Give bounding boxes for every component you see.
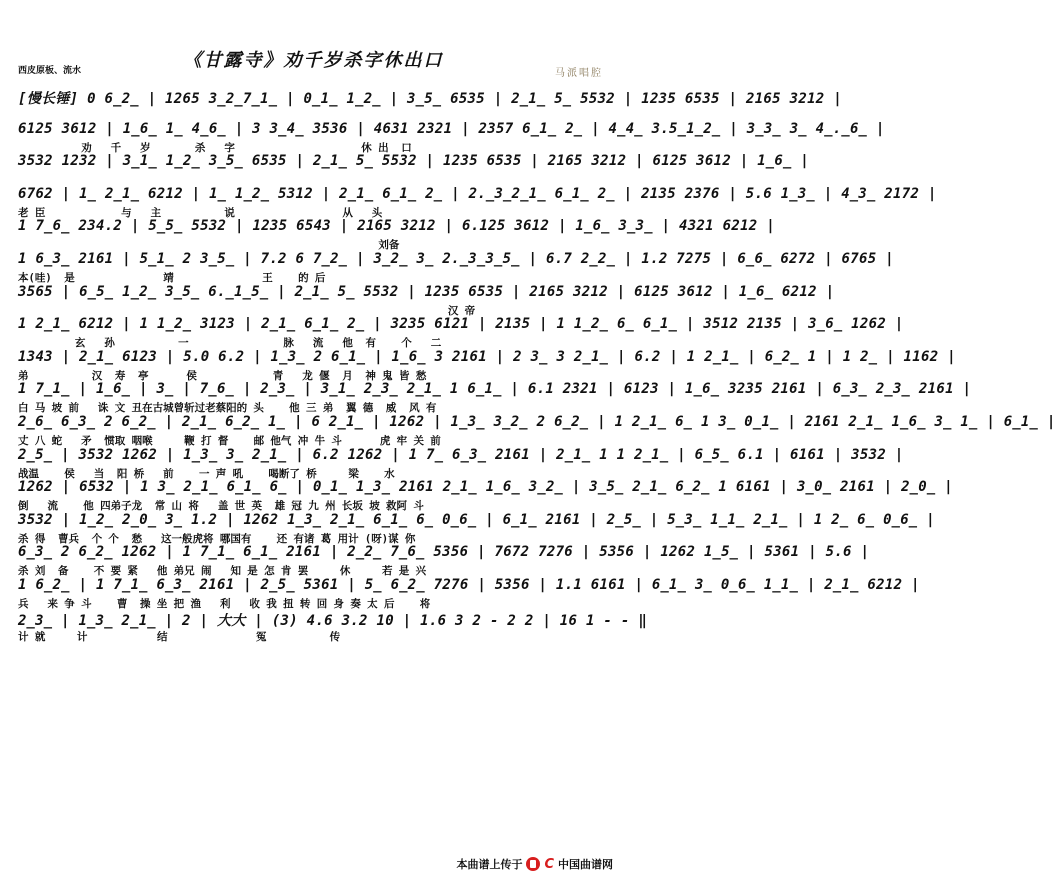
score-line bbox=[18, 283, 835, 317]
score-line bbox=[18, 610, 648, 643]
score-title: 《甘露寺》劝千岁杀字休出口 bbox=[183, 50, 444, 71]
score-line bbox=[18, 250, 894, 284]
lyric-line: 杀 刘 备 不 要 紧 他 弟兄 闹 知 是 怎 肯 罢 休 若 是 兴 bbox=[18, 565, 427, 578]
notation-line: 1 2̲1̲ 6212 | 1 1̲2̲ 3123 | 2̲1̲ 6̲1̲ 2̲ | 3235 6121 | 2135 | 1 1̲2̲ 6̲ 6̲1̲ | 3512 2135 | 3̲6̲ 1262 | bbox=[18, 316, 904, 333]
score-line bbox=[18, 88, 842, 121]
score-line bbox=[18, 479, 953, 513]
score-line bbox=[18, 511, 935, 545]
lyric-line: 白 马 坡 前 诛 文 丑在古城曾斩过老蔡阳的 头 他 三 弟 翼 德 威 风 有 bbox=[18, 402, 437, 415]
lyric-line: 丈 八 蛇 矛 惯取 咽喉 鞭 打 督 邮 他气 冲 牛 斗 虎 牢 关 前 bbox=[18, 434, 441, 447]
notation-line: 1343 | 2̲1̲ 6123 | 5.0 6.2 | 1̲3̲ 2 6̲1̲ | 1̲6̲ 3 2161 | 2 3̲ 3 2̲1̲ | 6.2 | 1 2̲1̲ | 6̲2̲ 1 | 1 2̲ | 1162 | bbox=[18, 348, 956, 365]
score-line bbox=[18, 185, 937, 219]
score-line bbox=[18, 413, 1056, 447]
lyric-line: 玄 孙 一 脉 流 他 有 个 二 bbox=[18, 337, 442, 350]
notation-line: 6125 3612 | 1̲6̲ 1̲ 4̲6̲ | 3 3̲4̲ 3536 | 4631 2321 | 2357 6̲1̲ 2̲ | 4̲4̲ 3.5̲1̲2̲ | 3̲3̲ 3̲ 4̲.̲6̲ | bbox=[18, 120, 885, 137]
notation-line: 2̲5̲ | 3532 1262 | 1̲3̲ 3̲ 2̲1̲ | 6.2 1262 | 1 7̲ 6̲3̲ 2161 | 2̲1̲ 1 1 2̲1̲ | 6̲5̲ 6.1 | 6161 | 3532 | bbox=[18, 446, 904, 463]
notation-line: 2̲3̲ | 1̲3̲ 2̲1̲ | 2 | 大大 | (3) 4.6 3.2 10 | 1.6 3 2 - 2 2 | 16 1 - - ‖ bbox=[18, 612, 648, 629]
score-body bbox=[18, 88, 1056, 643]
upload-note: 本曲谱上传于 bbox=[456, 858, 523, 871]
notation-line: 3532 1232 | 3̲1̲ 1̲2̲ 3̲5̲ 6535 | 2̲1̲ 5̲ 5532 | 1235 6535 | 2165 3212 | 6125 3612 | 1̲6̲ | bbox=[18, 153, 810, 170]
score-line bbox=[18, 348, 956, 382]
notation-line: 1 6̲2̲ | 1 7̲1̲ 6̲3̲ 2161 | 2̲5̲ 5361 | 5̲ 6̲2̲ 7276 | 5356 | 1.1 6161 | 6̲1̲ 3̲ 0̲6̲ 1̲1̲ | 2̲1̲ 6212 | bbox=[18, 576, 920, 593]
lyric-line: 老 臣 与 主 说 从 头 bbox=[18, 206, 383, 219]
notation-line: 1 7̲6̲ 234.2 | 5̲5̲ 5532 | 1235 6543 | 2165 3212 | 6.125 3612 | 1̲6̲ 3̲3̲ | 4321 6212 | bbox=[18, 218, 775, 235]
notation-line: 6̲3̲ 2 6̲2̲ 1262 | 1 7̲1̲ 6̲1̲ 2161 | 2̲2̲ 7̲6̲ 5356 | 7672 7276 | 5356 | 1262 1̲5̲ | 5361 | 5.6 | bbox=[18, 544, 870, 561]
lyric-line bbox=[18, 172, 618, 185]
lyric-line: 战温 侯 当 阳 桥 前 一 声 吼 喝断了 桥 梁 水 bbox=[18, 467, 395, 480]
style-note: 西皮原板、流水 bbox=[18, 66, 82, 76]
lyric-line: 倒 流 他 四弟子龙 常 山 将 盖 世 英 雄 冠 九 州 长坂 坡 救阿 斗 bbox=[18, 500, 424, 513]
score-line bbox=[18, 576, 920, 610]
score-line bbox=[18, 120, 885, 154]
notation-line: [慢长锤] 0 6̲2̲ | 1265 3̲2̲7̲1̲ | 0̲1̲ 1̲2̲ | 3̲5̲ 6535 | 2̲1̲ 5̲ 5532 | 1235 6535 | 2165 3212 | bbox=[18, 91, 842, 107]
notation-line: 3532 | 1̲2̲ 2̲0̲ 3̲ 1.2 | 1262 1̲3̲ 2̲1̲ 6̲1̲ 6̲ 0̲6̲ | 6̲1̲ 2161 | 2̲5̲ | 5̲3̲ 1̲1̲ 2̲1̲ | 1 2̲ 6̲ 0̲6̲ | bbox=[18, 511, 935, 528]
lyric-line bbox=[18, 107, 618, 120]
notation-line: 1 6̲3̲ 2161 | 5̲1̲ 2 3̲5̲ | 7.2 6 7̲2̲ | 3̲2̲ 3̲ 2.̲3̲3̲5̲ | 6.7 2̲2̲ | 1.2 7275 | 6̲6̲ 6272 | 6765 | bbox=[18, 250, 894, 267]
notation-line: 1 7̲1̲ | 1̲6̲ | 3̲ | 7̲6̲ | 2̲3̲ | 3̲1̲ 2̲3̲ 2̲1̲ 1 6̲1̲ | 6.1 2321 | 6123 | 1̲6̲ 3235 2161 | 6̲3̲ 2̲3̲ 2161 | bbox=[18, 381, 972, 398]
score-line bbox=[18, 153, 810, 186]
score-line bbox=[18, 446, 904, 480]
notation-line: 2̲6̲ 6̲3̲ 2 6̲2̲ | 2̲1̲ 6̲2̲ 1̲ | 6 2̲1̲ | 1262 | 1̲3̲ 3̲2̲ 2 6̲2̲ | 1 2̲1̲ 6̲ 1 3̲ 0̲1̲ | 2161 2̲1̲ 1̲6̲ 3̲ 1̲ | 6̲1̲ | bbox=[18, 413, 1056, 430]
notation-line: 3565 | 6̲5̲ 1̲2̲ 3̲5̲ 6.̲1̲5̲ | 2̲1̲ 5̲ 5532 | 1235 6535 | 2165 3212 | 6125 3612 | 1̲6̲ 6212 | bbox=[18, 283, 835, 300]
brand-latin: C bbox=[544, 856, 554, 872]
score-line bbox=[18, 381, 972, 415]
score-line bbox=[18, 544, 870, 578]
lyric-line: 兵 来 争 斗 曹 操 坐 把 渔 利 收 我 扭 转 回 身 奏 太 后 将 bbox=[18, 597, 431, 610]
lyric-line: 刘备 bbox=[18, 239, 400, 252]
lyric-line: 弟 汉 寿 亭 侯 青 龙 偃 月 神 鬼 皆 愁 bbox=[18, 369, 427, 382]
score-line bbox=[18, 316, 904, 350]
singing-school: 马派唱腔 bbox=[555, 68, 603, 79]
lyric-line: 本(哇) 是 靖 王 的 后 bbox=[18, 271, 326, 284]
score-line bbox=[18, 218, 775, 252]
notation-line: 1262 | 6532 | 1 3̲ 2̲1̲ 6̲1̲ 6̲ | 0̲1̲ 1̲3̲ 2161 2̲1̲ 1̲6̲ 3̲2̲ | 3̲5̲ 2̲1̲ 6̲2̲ 1 6161 | 3̲0̲ 2161 | 2̲0̲ | bbox=[18, 479, 953, 496]
lyric-line: 汉 帝 bbox=[18, 304, 476, 317]
lyric-line: 计 就 计 结 冤 传 bbox=[18, 630, 341, 643]
site-footer bbox=[456, 856, 613, 872]
site-logo-icon bbox=[526, 857, 540, 871]
lyric-line: 劝 千 岁 杀 字 休 出 口 bbox=[18, 141, 412, 154]
brand-name[interactable]: 中国曲谱网 bbox=[558, 858, 613, 871]
lyric-line: 杀 得 曹兵 个 个 愁 这一般虎将 哪国有 还 有诸 葛 用计 (呀)谋 你 bbox=[18, 532, 416, 545]
notation-line: 6762 | 1̲ 2̲1̲ 6212 | 1̲ 1̲2̲ 5312 | 2̲1̲ 6̲1̲ 2̲ | 2.̲3̲2̲1̲ 6̲1̲ 2̲ | 2135 2376 | 5.6 1̲3̲ | 4̲3̲ 2172 | bbox=[18, 185, 937, 202]
